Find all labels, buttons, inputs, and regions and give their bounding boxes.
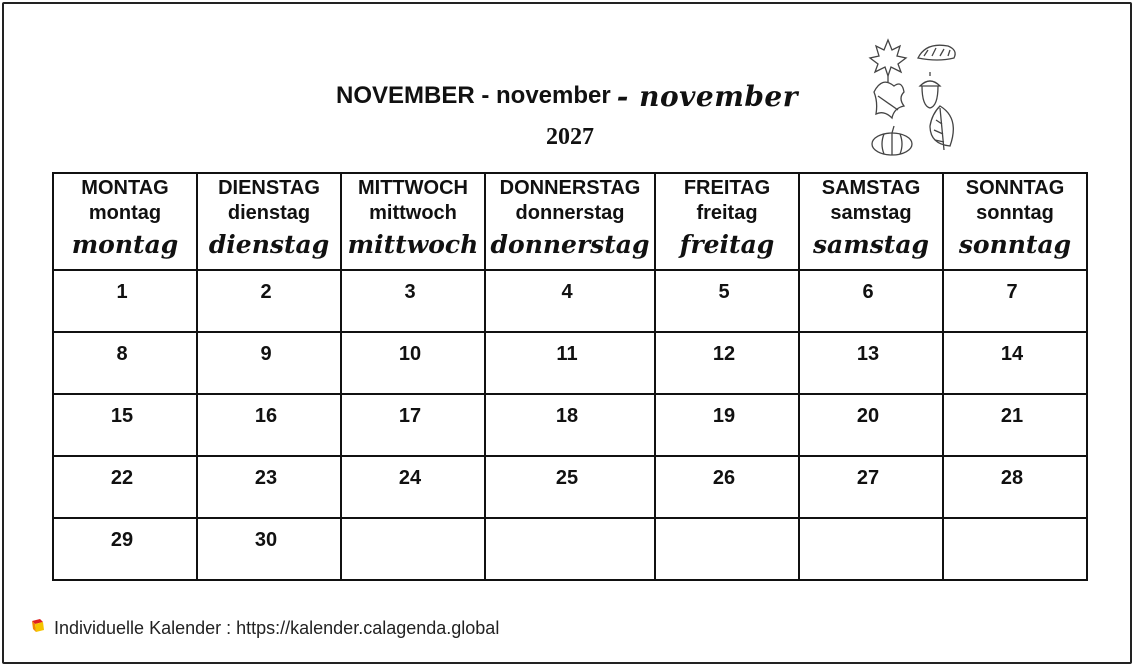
title-script: - november [616,79,798,113]
footer-link[interactable]: Individuelle Kalender : https://kalender.calagenda.global [54,618,500,638]
day-number: 22 [110,467,134,489]
day-number: 24 [398,467,422,489]
weekday-upper: DONNERSTAG [499,177,641,199]
weekday-script: donnerstag [490,230,650,259]
weekday-script: mittwoch [347,230,479,259]
day-cell [943,518,1087,580]
weekday-upper: MITTWOCH [358,177,468,199]
day-cell [197,518,341,580]
day-cell [799,518,943,580]
week-row [53,456,1087,518]
day-number: 29 [110,529,134,551]
day-cell [655,394,799,456]
day-number: 8 [116,343,128,365]
day-cell [655,456,799,518]
day-number: 28 [1000,467,1024,489]
weekday-header-wednesday [341,173,485,270]
day-cell [485,456,655,518]
calendar-title [336,78,798,114]
day-cell [485,270,655,332]
weekday-header-tuesday [197,173,341,270]
weekday-script: dienstag [208,230,330,259]
day-number: 21 [1000,405,1024,427]
day-number: 9 [260,343,272,365]
day-number: 6 [862,281,874,303]
day-cell [943,332,1087,394]
day-cell [53,270,197,332]
calendar-year: 2027 [546,124,594,150]
day-cell [53,518,197,580]
autumn-leaves-icon [868,36,962,158]
weekday-header-saturday [799,173,943,270]
day-number: 23 [254,467,278,489]
day-cell [943,394,1087,456]
day-cell [799,394,943,456]
weekday-upper: DIENSTAG [218,177,320,199]
day-number: 30 [254,529,278,551]
day-cell [655,270,799,332]
day-cell [799,456,943,518]
day-cell [53,394,197,456]
day-cell [341,332,485,394]
week-row [53,518,1087,580]
day-number: 12 [712,343,736,365]
day-cell [341,270,485,332]
day-cell [197,456,341,518]
day-number: 20 [856,405,880,427]
day-number: 14 [1000,343,1024,365]
day-cell [655,332,799,394]
weekday-header-sunday [943,173,1087,270]
weekday-lower: donnerstag [515,202,625,224]
day-number: 26 [712,467,736,489]
weekday-lower: samstag [830,202,912,224]
day-number: 18 [555,405,579,427]
day-number: 15 [110,405,134,427]
day-cell [341,456,485,518]
day-cell [53,456,197,518]
day-number: 5 [718,281,730,303]
weekday-upper: SONNTAG [965,177,1065,199]
day-number: 19 [712,405,736,427]
weekday-script: montag [71,230,179,259]
day-cell [341,518,485,580]
day-number: 4 [561,281,573,303]
weekday-header-monday [53,173,197,270]
day-cell [485,518,655,580]
day-cell [943,270,1087,332]
day-number: 2 [260,281,272,303]
weekday-script: freitag [679,230,775,259]
weekday-upper: MONTAG [81,177,169,199]
week-row [53,270,1087,332]
weekday-script: samstag [812,230,930,259]
day-number: 7 [1006,281,1018,303]
day-cell [943,456,1087,518]
weekday-header-row [53,173,1087,270]
day-cell [341,394,485,456]
weekday-lower: sonntag [976,202,1054,224]
day-number: 17 [398,405,422,427]
weekday-lower: mittwoch [369,202,457,224]
day-cell [799,332,943,394]
day-cell [485,394,655,456]
day-cell [197,270,341,332]
day-number: 10 [398,343,422,365]
week-row [53,332,1087,394]
day-number: 27 [856,467,880,489]
day-cell [53,332,197,394]
calendar-logo-icon [30,618,46,634]
day-cell [655,518,799,580]
title-plain: NOVEMBER - november [336,82,611,109]
day-number: 1 [116,281,128,303]
day-number: 25 [555,467,579,489]
day-cell [485,332,655,394]
day-number: 11 [556,343,578,365]
weekday-upper: FREITAG [683,177,771,199]
calendar-grid [52,172,1088,581]
weekday-lower: dienstag [227,202,311,224]
day-cell [799,270,943,332]
week-row [53,394,1087,456]
weekday-upper: SAMSTAG [821,177,921,199]
day-number: 16 [254,405,278,427]
day-number: 3 [404,281,416,303]
weekday-header-thursday [485,173,655,270]
day-number: 13 [856,343,880,365]
weekday-lower: freitag [696,202,758,224]
weekday-script: sonntag [958,230,1072,259]
day-cell [197,332,341,394]
day-cell [197,394,341,456]
weekday-lower: montag [88,202,162,224]
weekday-header-friday [655,173,799,270]
footer [30,618,499,639]
